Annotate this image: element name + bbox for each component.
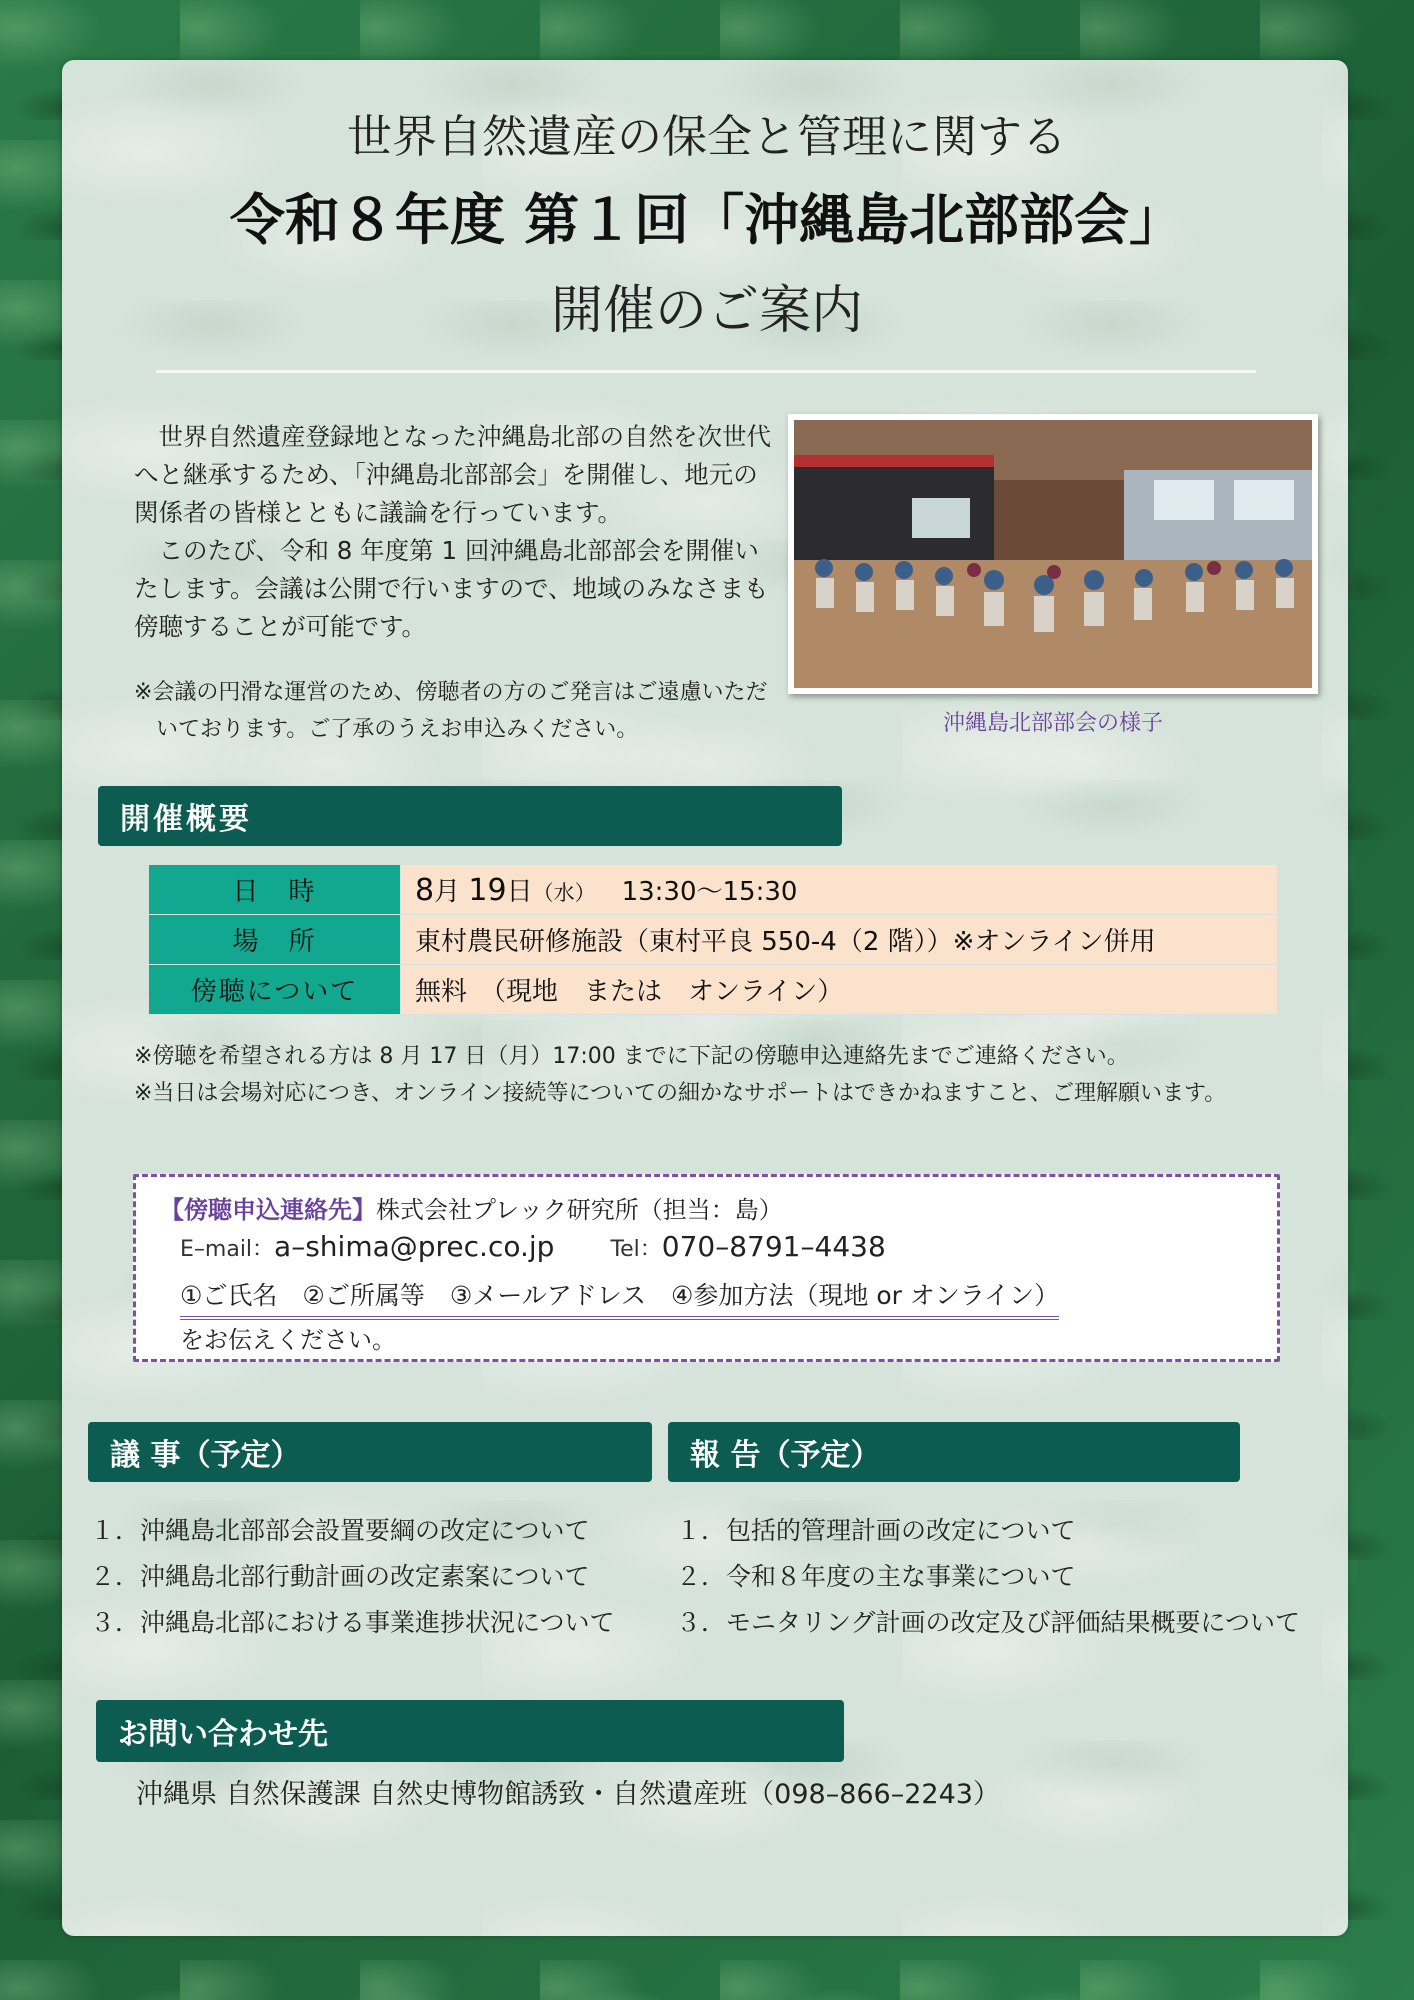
meeting-photo-image xyxy=(794,420,1312,688)
reports-list xyxy=(676,1508,1300,1646)
list-item: ２．沖縄島北部行動計画の改定素案について xyxy=(90,1562,590,1591)
date-month: 8 xyxy=(415,873,435,908)
table-row xyxy=(149,915,1278,965)
tel-number[interactable]: 070–8791–4438 xyxy=(661,1230,886,1263)
email-label: E–mail： xyxy=(180,1237,275,1262)
meeting-photo xyxy=(788,414,1318,694)
agenda-heading: 議 事（予定） xyxy=(88,1422,652,1482)
place-value: 東村農民研修施設（東村平良 550-4（2 階））※オンライン併用 xyxy=(401,915,1278,965)
date-day: 19 xyxy=(468,873,507,908)
application-items: ①ご氏名 ②ご所属等 ③メールアドレス ④参加方法（現地 or オンライン） xyxy=(180,1276,1059,1320)
date-time: 13:30～15:30 xyxy=(621,877,798,907)
contact-text: 沖縄県 自然保護課 自然史博物館誘致・自然遺産班（098–866–2243） xyxy=(136,1779,1000,1810)
date-month-unit: 月 xyxy=(434,877,461,907)
intro-note xyxy=(134,674,774,748)
overview-table xyxy=(148,864,1278,1015)
email-address[interactable]: a–shima@prec.co.jp xyxy=(274,1230,555,1263)
application-label: 【傍聴申込連絡先】 xyxy=(160,1196,376,1224)
intro-paragraph-1: 世界自然遺産登録地となった沖縄島北部の自然を次世代へと継承するため、「沖縄島北部部会」を開催し、地元の関係者の皆様とともに議論を行っています。 xyxy=(134,422,771,527)
list-item: １．沖縄島北部部会設置要綱の改定について xyxy=(90,1516,590,1545)
list-item: ２．令和８年度の主な事業について xyxy=(676,1562,1076,1591)
application-contact xyxy=(180,1230,886,1263)
date-value xyxy=(401,865,1278,915)
title-divider xyxy=(156,370,1256,373)
title-line-1: 世界自然遺産の保全と管理に関する xyxy=(346,110,1067,163)
title-line-3: 開催のご案内 xyxy=(550,281,863,341)
date-day-unit: 日 xyxy=(506,877,533,907)
intro-text xyxy=(134,418,774,646)
intro-note-text: ※会議の円滑な運営のため、傍聴者の方のご発言はご遠慮いただいております。ご了承のうえお申込みください。 xyxy=(134,680,768,742)
title-line-2: 令和８年度 第１回「沖縄島北部部会」 xyxy=(229,188,1185,252)
agenda-list xyxy=(90,1508,615,1646)
list-item: ３．沖縄島北部における事業進捗状況について xyxy=(90,1608,615,1637)
reports-heading: 報 告（予定） xyxy=(668,1422,1240,1482)
overview-notes xyxy=(134,1038,1304,1112)
application-org: 株式会社プレック研究所（担当：島） xyxy=(376,1196,783,1224)
table-row xyxy=(149,965,1278,1015)
date-key: 日 時 xyxy=(149,865,401,915)
contact-heading: お問い合わせ先 xyxy=(96,1700,844,1762)
table-row xyxy=(149,865,1278,915)
application-closing: をお伝えください。 xyxy=(180,1326,396,1354)
overview-note-2: ※当日は会場対応につき、オンライン接続等についての細かなサポートはできかねますこと、ご理解願います。 xyxy=(134,1081,1227,1106)
overview-note-1: ※傍聴を希望される方は 8 月 17 日（月）17:00 までに下記の傍聴申込連絡先までご連絡ください。 xyxy=(134,1044,1129,1069)
tel-label: Tel： xyxy=(610,1237,662,1262)
audience-value: 無料 （現地 または オンライン） xyxy=(401,965,1278,1015)
intro-paragraph-2: このたび、令和 8 年度第 1 回沖縄島北部部会を開催いたします。会議は公開で行いますので、地域のみなさまも傍聴することが可能です。 xyxy=(134,536,769,641)
list-item: ３．モニタリング計画の改定及び評価結果概要について xyxy=(676,1608,1301,1637)
date-weekday: （水） xyxy=(532,881,596,905)
place-key: 場 所 xyxy=(149,915,401,965)
application-heading xyxy=(160,1190,783,1225)
audience-key: 傍聴について xyxy=(149,965,401,1015)
photo-caption: 沖縄島北部部会の様子 xyxy=(942,711,1163,736)
overview-heading: 開催概要 xyxy=(98,786,842,846)
list-item: １．包括的管理計画の改定について xyxy=(676,1516,1076,1545)
